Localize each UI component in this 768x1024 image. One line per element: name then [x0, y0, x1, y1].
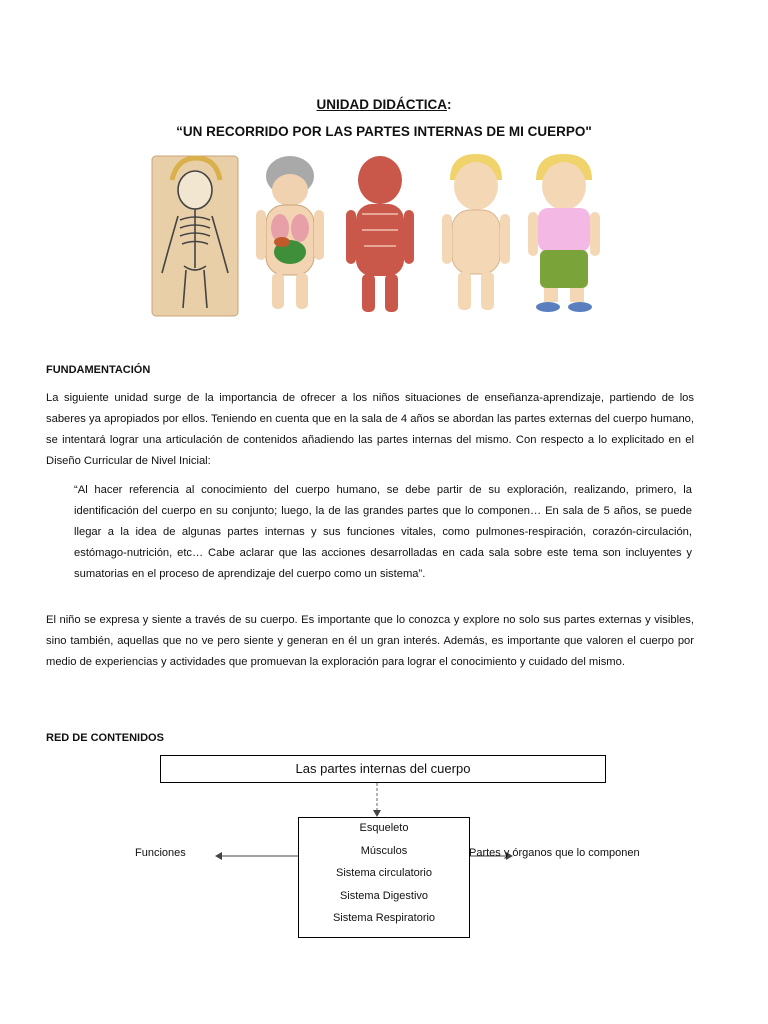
- red-contenidos-heading: RED DE CONTENIDOS: [46, 732, 164, 744]
- fundamentacion-heading: FUNDAMENTACIÓN: [46, 364, 151, 376]
- funciones-label: Funciones: [135, 847, 186, 859]
- content-network-items-box: [298, 817, 470, 938]
- list-item: Esqueleto: [359, 822, 409, 834]
- list-item: Sistema Digestivo: [339, 889, 429, 902]
- partes-organos-label: Partes y órganos que lo componen: [469, 847, 640, 859]
- title-colon: :: [447, 97, 452, 112]
- document-subtitle: “UN RECORRIDO POR LAS PARTES INTERNAS DE MI CUERPO": [176, 124, 592, 139]
- fundamentacion-paragraph-2: El niño se expresa y siente a través de su cuerpo. Es importante que lo conozca y explore no solo sus partes externas y visibles, sino también, aquellas que no ve pero siente y generan en él un gran interés. Además, es importante que valoren el cuerpo por medio de experiencias y actividades que promuevan la exploración para lograr el conocimiento y cuidado del mismo.: [46, 614, 694, 668]
- list-item: Sistema circulatorio: [336, 867, 432, 880]
- title-main: UNIDAD DIDÁCTICA: [316, 97, 447, 112]
- curriculum-quote: “Al hacer referencia al conocimiento del cuerpo humano, se debe partir de su exploración, realizando, primero, la identificación del cuerpo en su conjunto; luego, la de las grandes partes que lo componen… En sala de 5 años, se puede llegar a la idea de algunas partes internas y sus funciones vitales, como pulmones-respiración, corazón-circulación, estómago-nutrición, etc… Cabe aclarar que las acciones desarrolladas en cada sala sobre este tema son incluyentes y sumatorias en el proceso de aprendizaje del cuerpo como un sistema”.: [74, 484, 692, 580]
- content-network-root-box: Las partes internas del cuerpo: [160, 755, 606, 783]
- fundamentacion-paragraph-1: La siguiente unidad surge de la importancia de ofrecer a los niños situaciones de enseñanza-aprendizaje, partiendo de los saberes ya apropiados por ellos. Teniendo en cuenta que en la sala de 4 años se abordan las partes externas del cuerpo humano, se intentará lograr una articulación de contenidos añadiendo las partes internas del mismo. Con respecto a lo explicitado en el Diseño Curricular de Nivel Inicial:: [46, 392, 694, 467]
- list-item: Sistema Respiratorio: [332, 912, 436, 925]
- list-item: Músculos: [360, 844, 408, 857]
